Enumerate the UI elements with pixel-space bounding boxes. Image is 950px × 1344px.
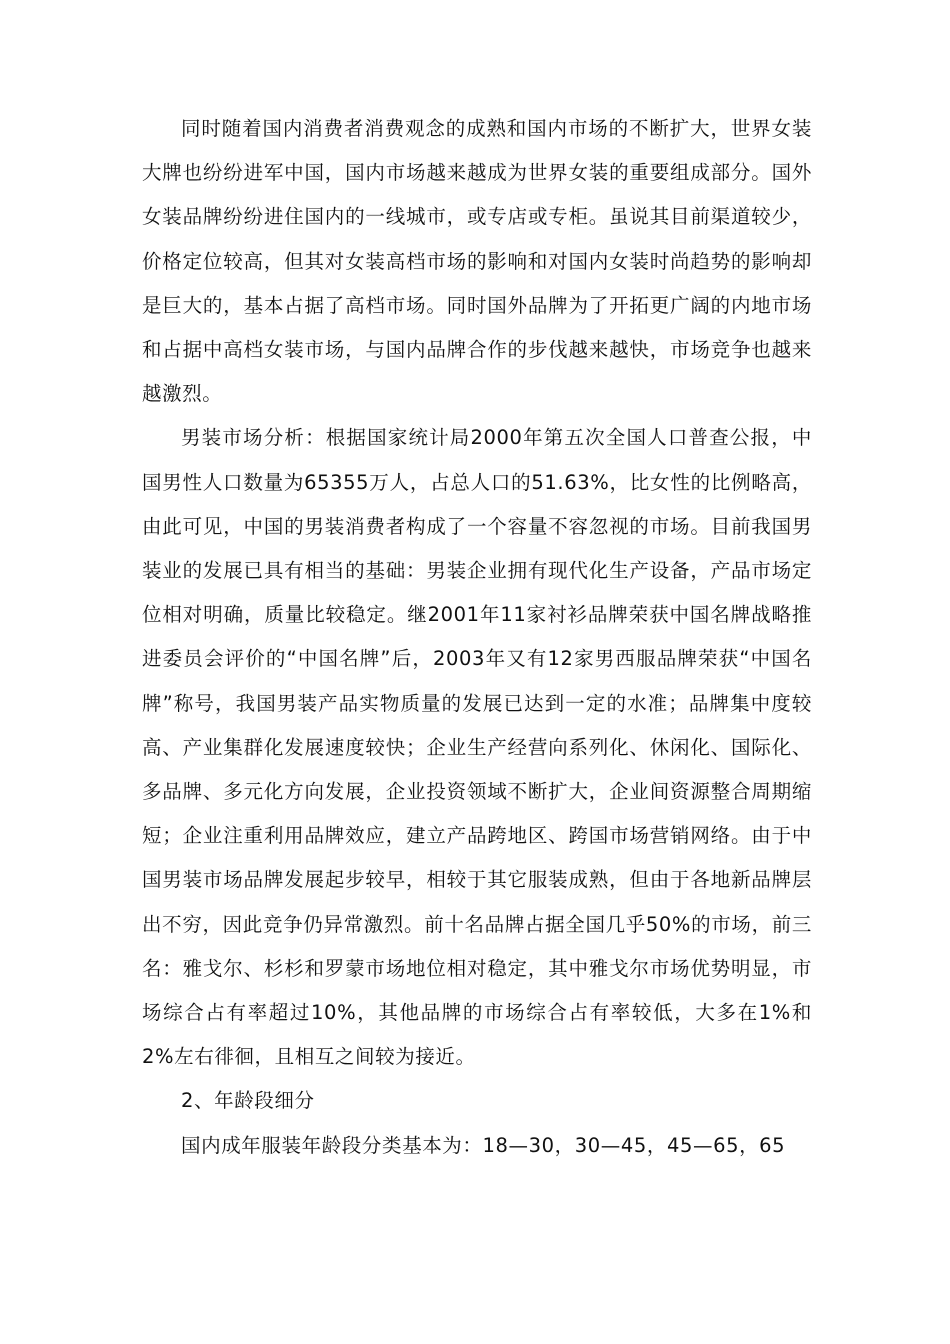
- section-heading-age-segment: 2、年龄段细分: [181, 1089, 315, 1113]
- paragraph-menswear-market: 男装市场分析：根据国家统计局2000年第五次全国人口普查公报，中国男性人口数量为65355万人，占总人口的51.63%，比女性的比例略高，由此可见，中国的男装消费者构成了一个容量不容忽视的市场。目前我国男装业的发展已具有相当的基础：男装企业拥有现代化生产设备，产品市场定位相对明确，质量比较稳定。继2001年11家衬衫品牌荣获中国名牌战略推进委员会评价的“中国名牌”后，2003年又有12家男西服品牌荣获“中国名牌”称号，我国男装产品实物质量的发展已达到一定的水准；品牌集中度较高、产业集群化发展速度较快；企业生产经营向系列化、休闲化、国际化、多品牌、多元化方向发展，企业投资领域不断扩大，企业间资源整合周期缩短；企业注重利用品牌效应，建立产品跨地区、跨国市场营销网络。由于中国男装市场品牌发展起步较早，相较于其它服装成熟，但由于各地新品牌层出不穷，因此竞争仍异常激烈。前十名品牌占据全国几乎50%的市场，前三名：雅戈尔、杉杉和罗蒙市场地位相对稳定，其中雅戈尔市场优势明显，市场综合占有率超过10%，其他品牌的市场综合占有率较低，大多在1%和2%左右徘徊，且相互之间较为接近。: [142, 426, 812, 1069]
- paragraph-womenswear-market: 同时随着国内消费者消费观念的成熟和国内市场的不断扩大，世界女装大牌也纷纷进军中国，国内市场越来越成为世界女装的重要组成部分。国外女装品牌纷纷进住国内的一线城市，或专店或专柜。虽说其目前渠道较少，价格定位较高，但其对女装高档市场的影响和对国内女装时尚趋势的影响却是巨大的，基本占据了高档市场。同时国外品牌为了开拓更广阔的内地市场和占据中高档女装市场，与国内品牌合作的步伐越来越快，市场竞争也越来越激烈。: [142, 117, 812, 406]
- paragraph-age-segment: 国内成年服装年龄段分类基本为：18—30，30—45，45—65，65: [181, 1133, 786, 1157]
- document-body: [142, 107, 812, 1168]
